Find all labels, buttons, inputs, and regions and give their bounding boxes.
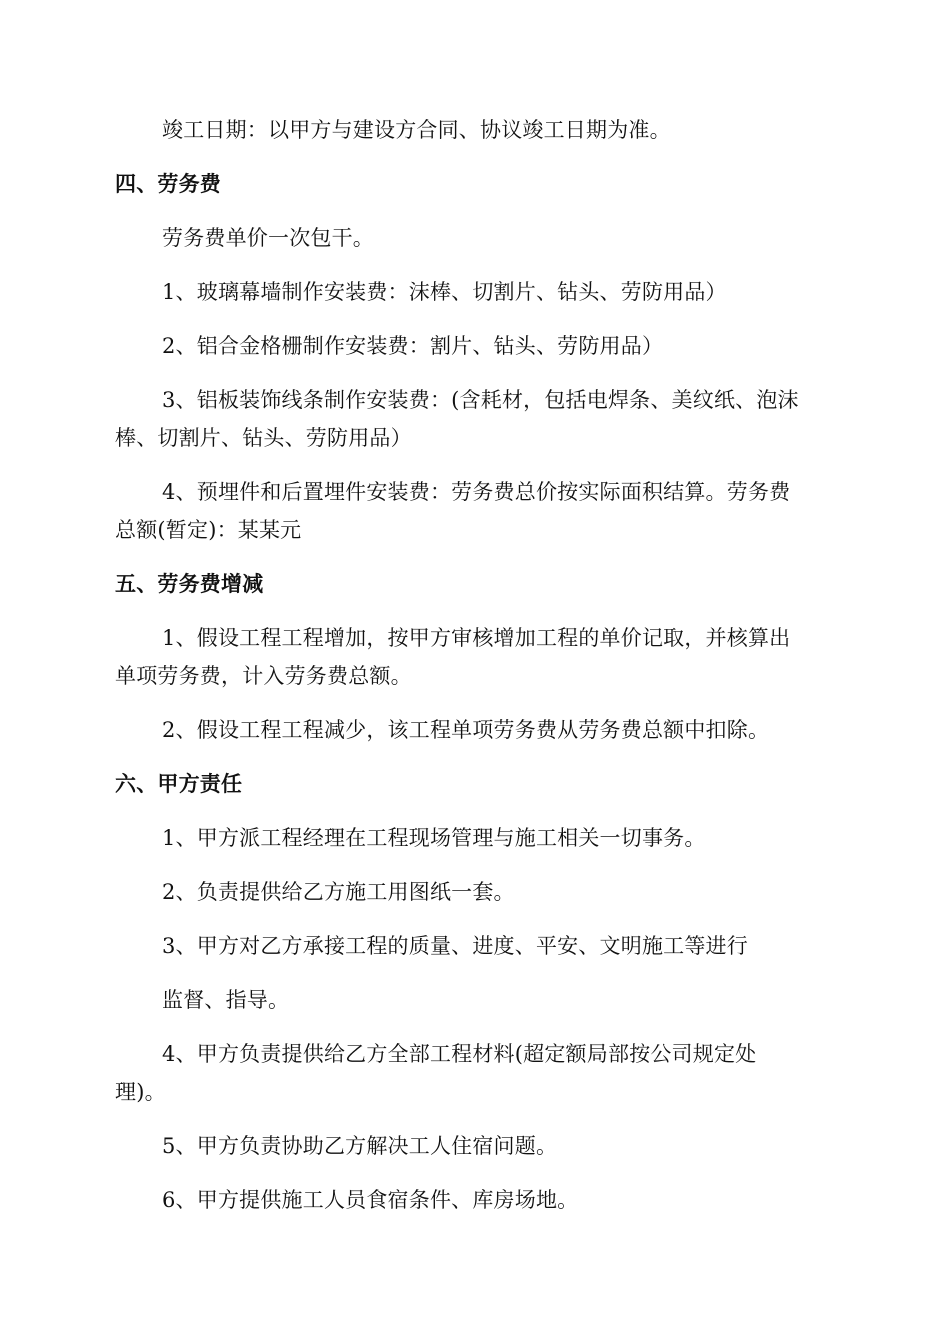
section-6-item-4-line-1: 4、甲方负责提供给乙方全部工程材料(超定额局部按公司规定处 (162, 1042, 757, 1066)
section-4-item-3-line-1: 3、铝板装饰线条制作安装费：(含耗材，包括电焊条、美纹纸、泡沫 (162, 388, 799, 412)
section-6-heading: 六、甲方责任 (115, 772, 243, 796)
section-4-item-4-line-2: 总额(暂定)：某某元 (115, 518, 302, 542)
section-5-item-2: 2、假设工程工程减少，该工程单项劳务费从劳务费总额中扣除。 (162, 718, 770, 742)
section-4-item-1: 1、玻璃幕墙制作安装费：沫棒、切割片、钻头、劳防用品） (162, 280, 727, 304)
section-6-item-4-line-2: 理)。 (115, 1080, 166, 1104)
section-6-item-1: 1、甲方派工程经理在工程现场管理与施工相关一切事务。 (162, 826, 706, 850)
section-4-heading: 四、劳务费 (115, 172, 221, 196)
section-6-item-3-line-2: 监督、指导。 (162, 988, 290, 1012)
section-6-item-3-line-1: 3、甲方对乙方承接工程的质量、进度、平安、文明施工等进行 (162, 934, 748, 958)
section-6-item-2: 2、负责提供给乙方施工用图纸一套。 (162, 880, 515, 904)
section-5-heading: 五、劳务费增减 (115, 572, 264, 596)
section-6-item-5: 5、甲方负责协助乙方解决工人住宿问题。 (162, 1134, 558, 1158)
section-6-item-6: 6、甲方提供施工人员食宿条件、库房场地。 (162, 1188, 579, 1212)
completion-date-text: 竣工日期：以甲方与建设方合同、协议竣工日期为准。 (162, 118, 671, 142)
section-4-item-3-line-2: 棒、切割片、钻头、劳防用品） (115, 426, 412, 450)
section-5-item-1-line-2: 单项劳务费，计入劳务费总额。 (115, 664, 412, 688)
section-4-item-4-line-1: 4、预埋件和后置埋件安装费：劳务费总价按实际面积结算。劳务费 (162, 480, 791, 504)
section-4-item-2: 2、铝合金格栅制作安装费：割片、钻头、劳防用品） (162, 334, 664, 358)
section-5-item-1-line-1: 1、假设工程工程增加，按甲方审核增加工程的单价记取，并核算出 (162, 626, 791, 650)
section-4-intro: 劳务费单价一次包干。 (162, 226, 374, 250)
